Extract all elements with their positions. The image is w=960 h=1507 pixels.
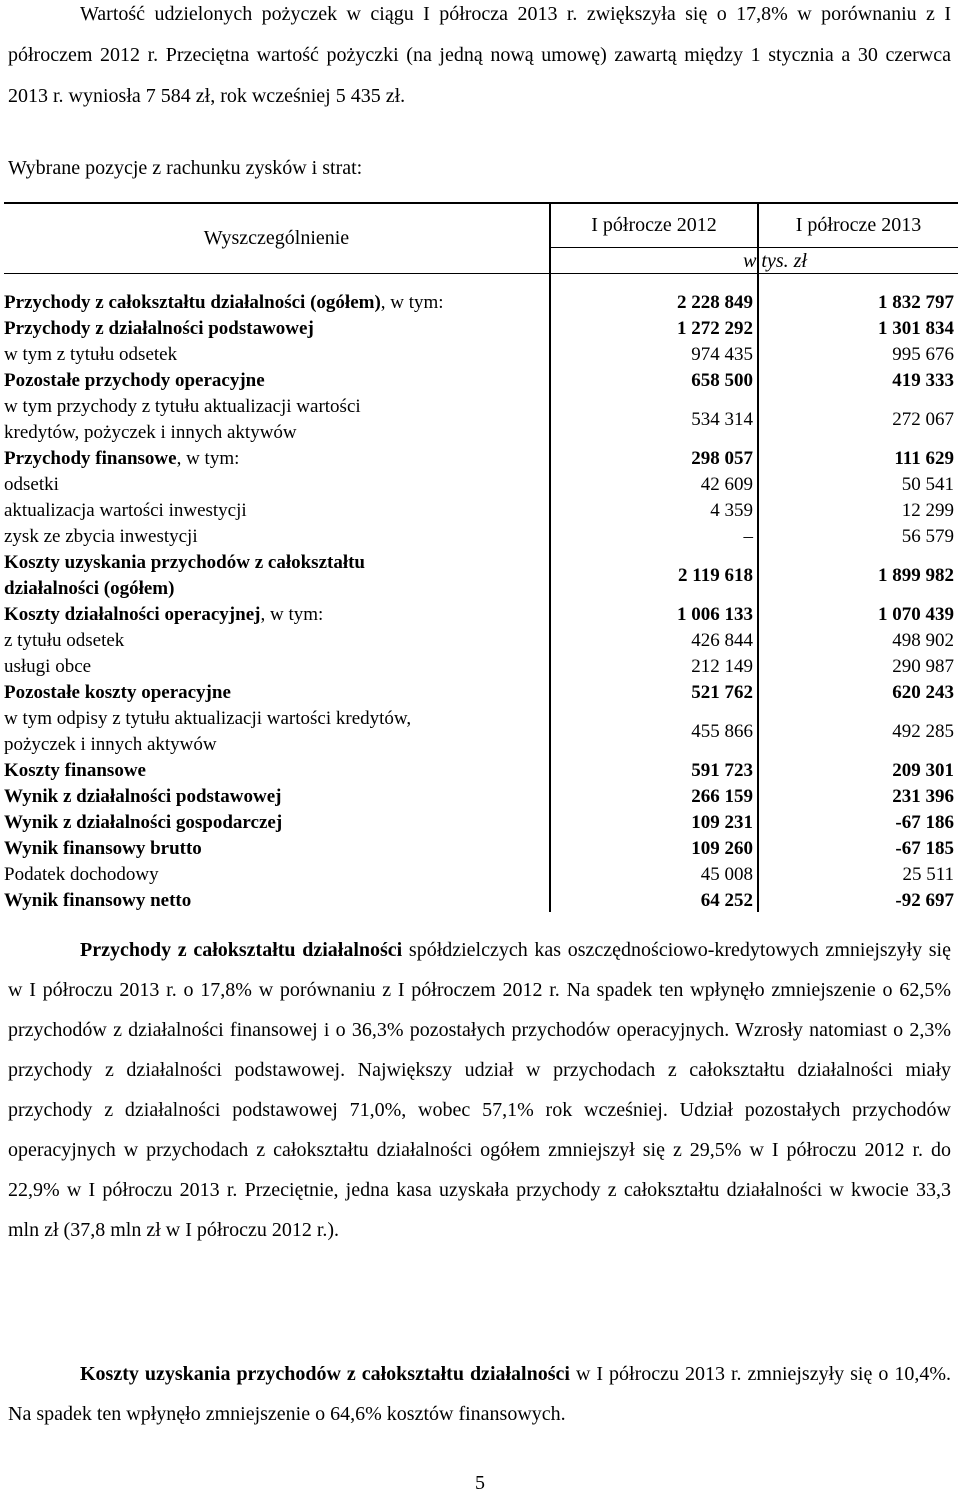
- table-row: [4, 498, 958, 524]
- income-statement-table: [4, 202, 958, 912]
- revenue-paragraph: [8, 930, 951, 1250]
- row-label: Wynik finansowy brutto: [4, 838, 202, 859]
- table-row: [4, 836, 958, 862]
- table-row: [4, 654, 958, 680]
- value-2012: 4 359: [710, 500, 753, 521]
- costs-lead: Koszty uzyskania przychodów z całokształtu działalności: [80, 1363, 570, 1385]
- row-label: Podatek dochodowy: [4, 864, 159, 885]
- header-sub-rule: [549, 247, 958, 248]
- table-row: [4, 706, 958, 758]
- row-label: Koszty uzyskania przychodów z całokształtu działalności (ogółem): [4, 552, 365, 599]
- table-row: [4, 446, 958, 472]
- row-label: w tym przychody z tytułu aktualizacji wartości kredytów, pożyczek i innych aktywów: [4, 396, 361, 443]
- row-label: Wynik z działalności podstawowej: [4, 786, 282, 807]
- header-label: Wyszczególnienie: [203, 227, 350, 249]
- table-row: [4, 524, 958, 550]
- value-2013: 492 285: [892, 721, 954, 742]
- row-label: zysk ze zbycia inwestycji: [4, 526, 198, 547]
- table-row: [4, 290, 958, 316]
- row-label: z tytułu odsetek: [4, 630, 125, 651]
- table-row: [4, 628, 958, 654]
- value-2012: 42 609: [700, 474, 753, 495]
- value-2013: 111 629: [894, 448, 954, 469]
- value-2012: 212 149: [691, 656, 753, 677]
- table-row: [4, 550, 958, 602]
- row-label: Wynik z działalności gospodarczej: [4, 812, 283, 833]
- value-2013: 272 067: [892, 409, 954, 430]
- value-2012: 1 272 292: [677, 318, 753, 339]
- row-label: w tym odpisy z tytułu aktualizacji wartości kredytów, pożyczek i innych aktywów: [4, 708, 412, 755]
- revenue-lead: Przychody z całokształtu działalności: [80, 939, 403, 961]
- unit-label: w tys. zł: [743, 250, 807, 272]
- value-2012: 521 762: [691, 682, 753, 703]
- row-label: usługi obce: [4, 656, 92, 677]
- value-2012: 426 844: [691, 630, 753, 651]
- table-row: [4, 862, 958, 888]
- row-label: aktualizacja wartości inwestycji: [4, 500, 247, 521]
- row-label: Przychody z całokształtu działalności (ogółem), w tym:: [4, 292, 444, 313]
- table-row: [4, 758, 958, 784]
- value-2013: 12 299: [901, 500, 954, 521]
- row-label: w tym z tytułu odsetek: [4, 344, 178, 365]
- row-label: Przychody z działalności podstawowej: [4, 318, 314, 339]
- intro-paragraph: Wartość udzielonych pożyczek w ciągu I półrocza 2013 r. zwiększyła się o 17,8% w porównaniu z I półroczem 2012 r. Przeciętna wartość pożyczki (na jedną nową umowę) zawartą między 1 stycznia a 30 czerwca 2013 r. wyniosła 7 584 zł, rok wcześniej 5 435 zł.: [8, 3, 951, 107]
- row-label: Koszty działalności operacyjnej, w tym:: [4, 604, 324, 625]
- value-2012: –: [743, 526, 753, 547]
- value-2013: 56 579: [901, 526, 954, 547]
- value-2012: 658 500: [691, 370, 753, 391]
- costs-paragraph: [8, 1354, 951, 1434]
- value-2012: 109 231: [691, 812, 753, 833]
- table-row: [4, 784, 958, 810]
- value-2012: 2 228 849: [677, 292, 753, 313]
- table-caption: Wybrane pozycje z rachunku zysków i strat:: [8, 157, 363, 179]
- header-col-2012: I półrocze 2012: [591, 214, 717, 236]
- value-2012: 109 260: [691, 838, 753, 859]
- row-label: Pozostałe przychody operacyjne: [4, 370, 265, 391]
- page-number: 5: [475, 1472, 485, 1494]
- value-2012: 591 723: [691, 760, 753, 781]
- value-2013: 1 899 982: [878, 565, 954, 586]
- value-2012: 45 008: [700, 864, 753, 885]
- value-2013: 498 902: [892, 630, 954, 651]
- value-2012: 534 314: [691, 409, 753, 430]
- value-2012: 266 159: [691, 786, 753, 807]
- row-label: odsetki: [4, 474, 59, 495]
- value-2013: -67 186: [895, 812, 954, 833]
- value-2013: 25 511: [902, 864, 954, 885]
- value-2012: 298 057: [691, 448, 753, 469]
- value-2013: 209 301: [892, 760, 954, 781]
- table-row: [4, 368, 958, 394]
- value-2013: 1 070 439: [878, 604, 954, 625]
- value-2013: 419 333: [892, 370, 954, 391]
- table-row: [4, 602, 958, 628]
- header-col-2013: I półrocze 2013: [795, 214, 922, 236]
- table-top-rule: [4, 202, 958, 204]
- value-2012: 974 435: [691, 344, 753, 365]
- row-label: Przychody finansowe, w tym:: [4, 448, 240, 469]
- table-row: [4, 472, 958, 498]
- value-2013: 1 832 797: [878, 292, 954, 313]
- value-2013: -67 185: [895, 838, 954, 859]
- header-bottom-rule: [4, 273, 958, 274]
- table-row: [4, 680, 958, 706]
- value-2013: 620 243: [892, 682, 954, 703]
- value-2012: 2 119 618: [678, 565, 753, 586]
- table-row: [4, 810, 958, 836]
- value-2013: 231 396: [892, 786, 954, 807]
- value-2012: 1 006 133: [677, 604, 753, 625]
- value-2012: 64 252: [700, 890, 753, 911]
- costs-text: w I półroczu 2013 r. zmniejszyły się o 10,4%. Na spadek ten wpłynęło zmniejszenie o 64,6% kosztów finansowych.: [8, 1363, 951, 1425]
- revenue-text: spółdzielczych kas oszczędnościowo-kredytowych zmniejszyły się w I półroczu 2013 r. o 17,8% w porównaniu z I półroczem 2012 r. Na spadek ten wpłynęło zmniejszenie o 62,5% przychodów z działalności finansowej i o 36,3% pozostałych przychodów operacyjnych. Wzrosły natomiast o 2,3% przychody z działalności podstawowej. Największy udział w przychodach z całokształtu działalności miały przychody z działalności podstawowej 71,0%, wobec 57,1% rok wcześniej. Udział pozostałych przychodów operacyjnych w przychodach z całokształtu działalności ogółem zmniejszył się z 29,5% w I półroczu 2012 r. do 22,9% w I półroczu 2013 r. Przeciętnie, jedna kasa uzyskała przychody z całokształtu działalności w kwocie 33,3 mln zł (37,8 mln zł w I półroczu 2012 r.).: [8, 939, 951, 1241]
- row-label: Pozostałe koszty operacyjne: [4, 682, 231, 703]
- table-row: [4, 342, 958, 368]
- value-2013: 1 301 834: [878, 318, 954, 339]
- row-label: Wynik finansowy netto: [4, 890, 192, 911]
- row-label: Koszty finansowe: [4, 760, 146, 781]
- table-row: [4, 394, 958, 446]
- value-2013: 290 987: [892, 656, 954, 677]
- value-2013: 995 676: [892, 344, 954, 365]
- value-2012: 455 866: [691, 721, 753, 742]
- table-row: [4, 888, 958, 914]
- table-row: [4, 316, 958, 342]
- value-2013: 50 541: [901, 474, 954, 495]
- value-2013: -92 697: [895, 890, 954, 911]
- results-table: [4, 290, 958, 914]
